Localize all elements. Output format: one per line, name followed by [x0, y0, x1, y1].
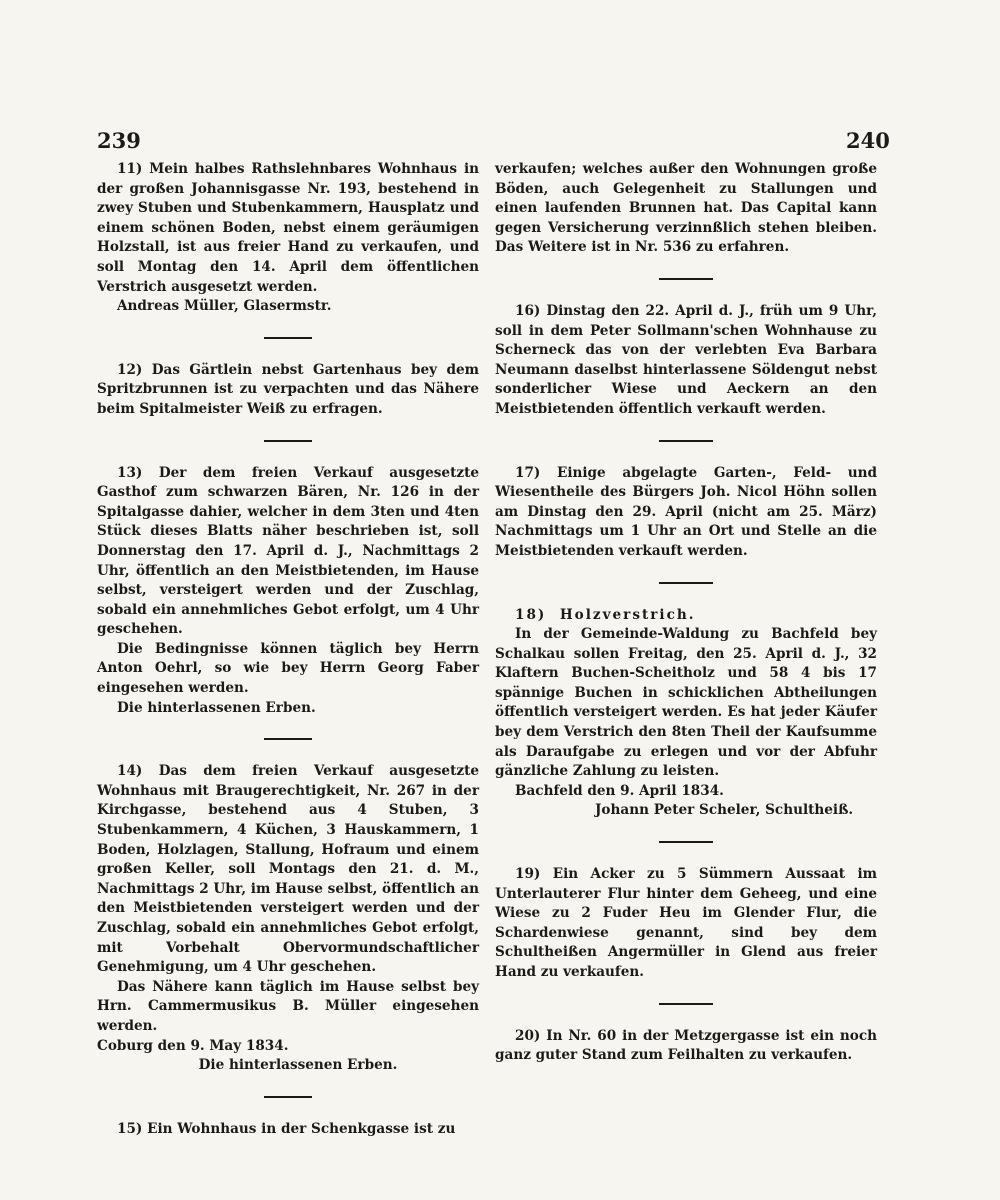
divider	[264, 337, 312, 339]
entry-16	[495, 302, 877, 420]
entry-13	[97, 464, 479, 719]
divider	[659, 841, 713, 843]
entry-11-text: 11) Mein halbes Rathslehnbares Wohnhaus in der großen Johannisgasse Nr. 193, bestehend in zwey Stuben und Stubenkammern, Hausplatz und einem schönen Boden, nebst einem geräumigen Holzstall, ist aus freier Hand zu verkaufen, und soll Montag den 14. April dem öffentlichen Verstrich ausgesetzt werden.	[97, 161, 479, 295]
entry-14-signature: Die hinterlassenen Erben.	[198, 1057, 398, 1074]
entry-11-signature: Andreas Müller, Glasermstr.	[117, 298, 332, 315]
entry-11	[97, 160, 479, 317]
entry-16-text: 16) Dinstag den 22. April d. J., früh um 9 Uhr, soll in dem Peter Sollmann'schen Wohnhause zu Scherneck das von der verlebten Eva Barbara Neumann daselbst hinterlassene Söldengut nebst sonderlicher Wiese und Aeckern an den Meistbietenden öffentlich verkauft werden.	[495, 302, 877, 417]
entry-18-title: Holzverstrich.	[559, 606, 696, 623]
entry-17	[495, 464, 877, 562]
entry-14-text: 14) Das dem freien Verkauf ausgesetzte Wohnhaus mit Braugerechtigkeit, Nr. 267 in der Kirchgasse, bestehend aus 4 Stuben, 3 Stubenkammern, 4 Küchen, 3 Hauskammern, 1 Boden, Holzlagen, Stallung, Hofraum und einem großen Keller, soll Montags den 21. d. M., Nachmittags 2 Uhr, im Hause selbst, öffentlich an den Meistbietenden versteigert werden und der Zuschlag, sobald ein annehmliches Gebot erfolgt, mit Vorbehalt Obervormundschaftlicher Genehmigung, um 4 Uhr geschehen.	[97, 763, 479, 976]
divider	[659, 278, 713, 280]
entry-15-text: 15) Ein Wohnhaus in der Schenkgasse ist zu	[117, 1120, 456, 1137]
entry-15-continued-text: verkaufen; welches außer den Wohnungen große Böden, auch Gelegenheit zu Stallungen und einen laufenden Brunnen hat. Das Capital kann gegen Versicherung verzinnßlich stehen bleiben. Das Weitere ist in Nr. 536 zu erfahren.	[495, 161, 877, 256]
entry-12-text: 12) Das Gärtlein nebst Gartenhaus bey dem Spritzbrunnen ist zu verpachten und das Nähere beim Spitalmeister Weiß zu erfragen.	[97, 361, 479, 417]
entry-13-terms: Die Bedingnisse können täglich bey Herrn Anton Oehrl, so wie bey Herrn Georg Faber eingesehen werden.	[97, 640, 479, 697]
entry-12	[97, 361, 479, 420]
entry-18-signature: Johann Peter Scheler, Schultheiß.	[595, 802, 854, 819]
divider	[659, 1003, 713, 1005]
entry-18	[495, 606, 877, 822]
entry-15-continued	[495, 160, 877, 258]
entry-14-place-date: Coburg den 9. May 1834.	[97, 1037, 289, 1054]
entry-20-text: 20) In Nr. 60 in der Metzgergasse ist ein noch ganz guter Stand zum Feilhalten zu verkaufen.	[495, 1027, 877, 1064]
entry-14-terms: Das Nähere kann täglich im Hause selbst bey Hrn. Cammermusikus B. Müller eingesehen werden.	[97, 978, 479, 1034]
entry-15	[97, 1120, 479, 1140]
entry-13-text: 13) Der dem freien Verkauf ausgesetzte Gasthof zum schwarzen Bären, Nr. 126 in der Spitalgasse dahier, welcher in dem 3ten und 4ten Stück dieses Blatts näher beschrieben ist, soll Donnerstag den 17. April d. J., Nachmittags 2 Uhr, öffentlich an den Meistbietenden, im Hause selbst, versteigert werden und der Zuschlag, sobald ein annehmliches Gebot erfolgt, um 4 Uhr geschehen.	[97, 464, 479, 638]
entry-18-text: In der Gemeinde-Waldung zu Bachfeld bey Schalkau sollen Freitag, den 25. April d. J., 32 Klaftern Buchen-Scheitholz und 58 4 bis 17 spännige Buchen in schicklichen Abtheilungen öffentlich versteigert werden. Es hat jeder Käufer bey dem Verstrich den 8ten Theil der Kaufsumme als Daraufgabe zu erlegen und vor der Abfuhr gänzliche Zahlung zu leisten.	[495, 626, 877, 780]
entry-14	[97, 762, 479, 1076]
entry-18-number: 18)	[515, 606, 547, 623]
right-column	[495, 160, 877, 1066]
entry-13-signature: Die hinterlassenen Erben.	[117, 699, 316, 716]
divider	[264, 1096, 312, 1098]
entry-17-text: 17) Einige abgelagte Garten-, Feld- und Wiesentheile des Bürgers Joh. Nicol Höhn sollen am Dinstag den 29. April (nicht am 25. März) Nachmittags um 1 Uhr an Ort und Stelle an die Meistbietenden verkauft werden.	[495, 464, 877, 559]
entry-18-heading	[495, 606, 877, 626]
divider	[264, 738, 312, 740]
entry-18-place-date: Bachfeld den 9. April 1834.	[515, 782, 724, 799]
page-number-left: 239	[97, 128, 141, 153]
entry-20	[495, 1027, 877, 1066]
entry-19	[495, 865, 877, 983]
left-column	[97, 160, 479, 1139]
page-number-right: 240	[846, 128, 890, 153]
divider	[659, 582, 713, 584]
entry-19-text: 19) Ein Acker zu 5 Sümmern Aussaat im Unterlauterer Flur hinter dem Geheeg, und eine Wiese zu 2 Fuder Heu im Glender Flur, die Schardenwiese genannt, sind bey dem Schultheißen Angermüller in Glend aus freier Hand zu verkaufen.	[495, 866, 877, 980]
divider	[659, 440, 713, 442]
divider	[264, 440, 312, 442]
